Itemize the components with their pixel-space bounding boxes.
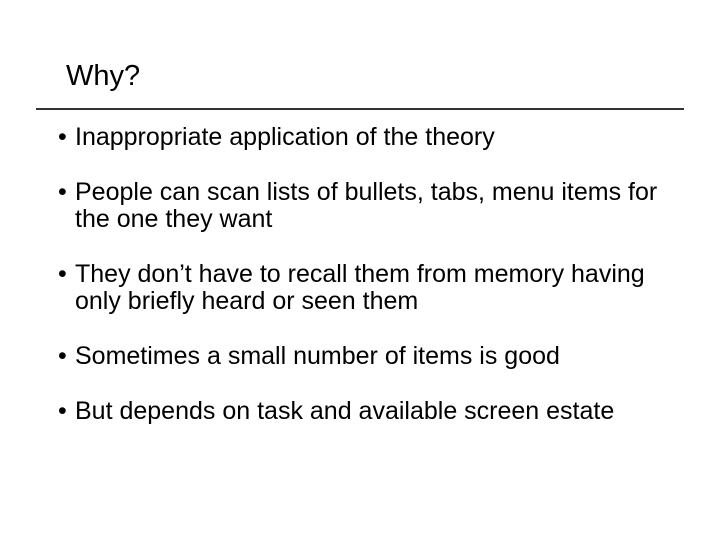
bullet-marker: • xyxy=(58,178,67,206)
bullet-text: People can scan lists of bullets, tabs, menu items for the one they want xyxy=(75,178,658,233)
bullet-marker: • xyxy=(58,397,67,425)
bullet-item xyxy=(58,398,630,425)
bullet-item xyxy=(58,261,660,315)
title-divider xyxy=(36,108,684,110)
bullet-list xyxy=(58,124,698,453)
bullet-marker: • xyxy=(58,342,67,370)
bullet-text: Sometimes a small number of items is good xyxy=(75,342,560,370)
bullet-text: They don’t have to recall them from memory having only briefly heard or seen them xyxy=(75,260,645,315)
bullet-item xyxy=(58,343,660,370)
bullet-text: But depends on task and available screen estate xyxy=(75,397,615,425)
bullet-item xyxy=(58,179,660,233)
slide-title: Why? xyxy=(66,60,141,92)
bullet-item xyxy=(58,124,595,151)
bullet-marker: • xyxy=(58,123,67,151)
bullet-marker: • xyxy=(58,260,67,288)
bullet-text: Inappropriate application of the theory xyxy=(75,123,495,151)
